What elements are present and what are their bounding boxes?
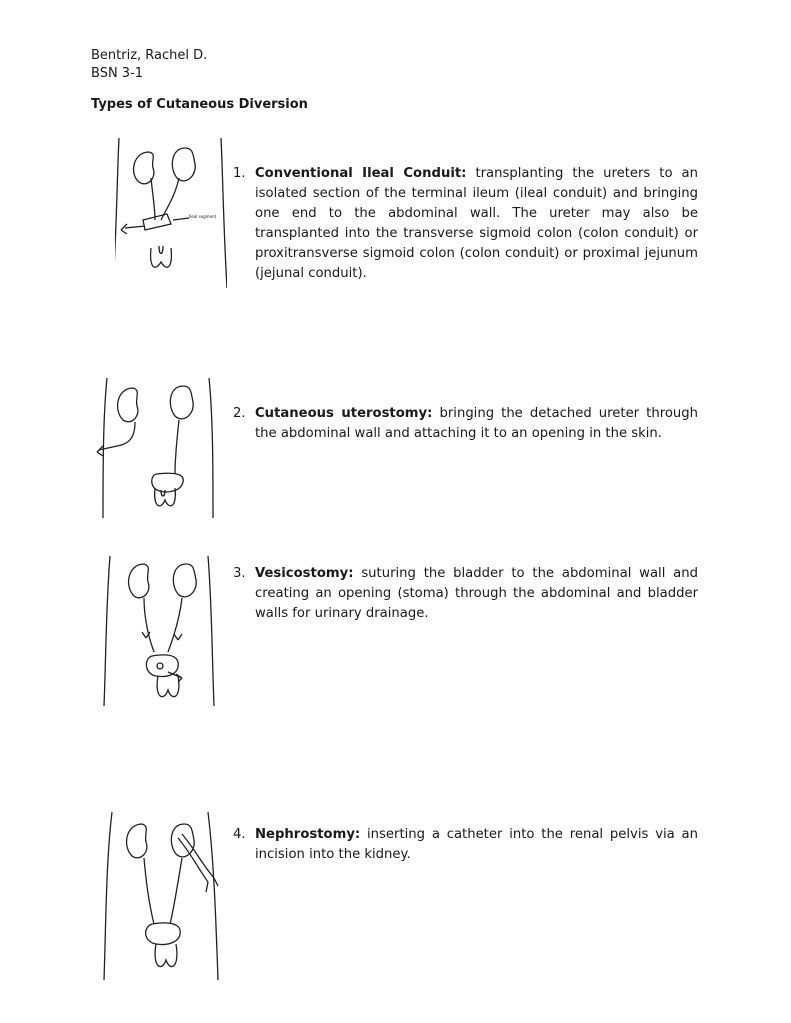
item-term: Cutaneous uterostomy: [255, 406, 433, 421]
item-description: bringing the detached ureter through the abdominal wall and attaching it to an opening in the skin. [255, 406, 698, 441]
item-term: Vesicostomy: [255, 566, 354, 581]
class-section: BSN 3-1 [91, 66, 144, 81]
svg-text:Ileal segment: Ileal segment [189, 214, 217, 219]
item-description: transplanting the ureters to an isolated section of the terminal ileum (ileal conduit) and bringing one end to the abdominal wall. The ureter may also be transplanted into the transverse sigmoid colon (colon conduit) or proxitransverse sigmoid colon (colon conduit) or proximal jejunum (jejunal conduit). [255, 166, 698, 281]
diversion-item-4 [233, 825, 698, 865]
cutaneous-ureterostomy-diagram [95, 378, 220, 518]
nephrostomy-diagram [98, 812, 226, 982]
diversion-item-3 [233, 564, 698, 624]
item-description: suturing the bladder to the abdominal wall and creating an opening (stoma) through the abdominal and bladder walls for urinary drainage. [255, 566, 698, 621]
item-number: 1. [233, 166, 246, 181]
ileal-conduit-diagram [115, 138, 227, 296]
item-number: 4. [233, 827, 246, 842]
author-name: Bentriz, Rachel D. [91, 48, 208, 63]
vesicostomy-diagram [98, 556, 223, 716]
document-title: Types of Cutaneous Diversion [91, 97, 308, 112]
diversion-item-1 [233, 164, 698, 284]
item-term: Nephrostomy: [255, 827, 361, 842]
diversion-item-2 [233, 404, 698, 444]
item-term: Conventional Ileal Conduit: [255, 166, 467, 181]
item-description: inserting a catheter into the renal pelvis via an incision into the kidney. [255, 827, 698, 862]
item-number: 3. [233, 566, 246, 581]
item-number: 2. [233, 406, 246, 421]
